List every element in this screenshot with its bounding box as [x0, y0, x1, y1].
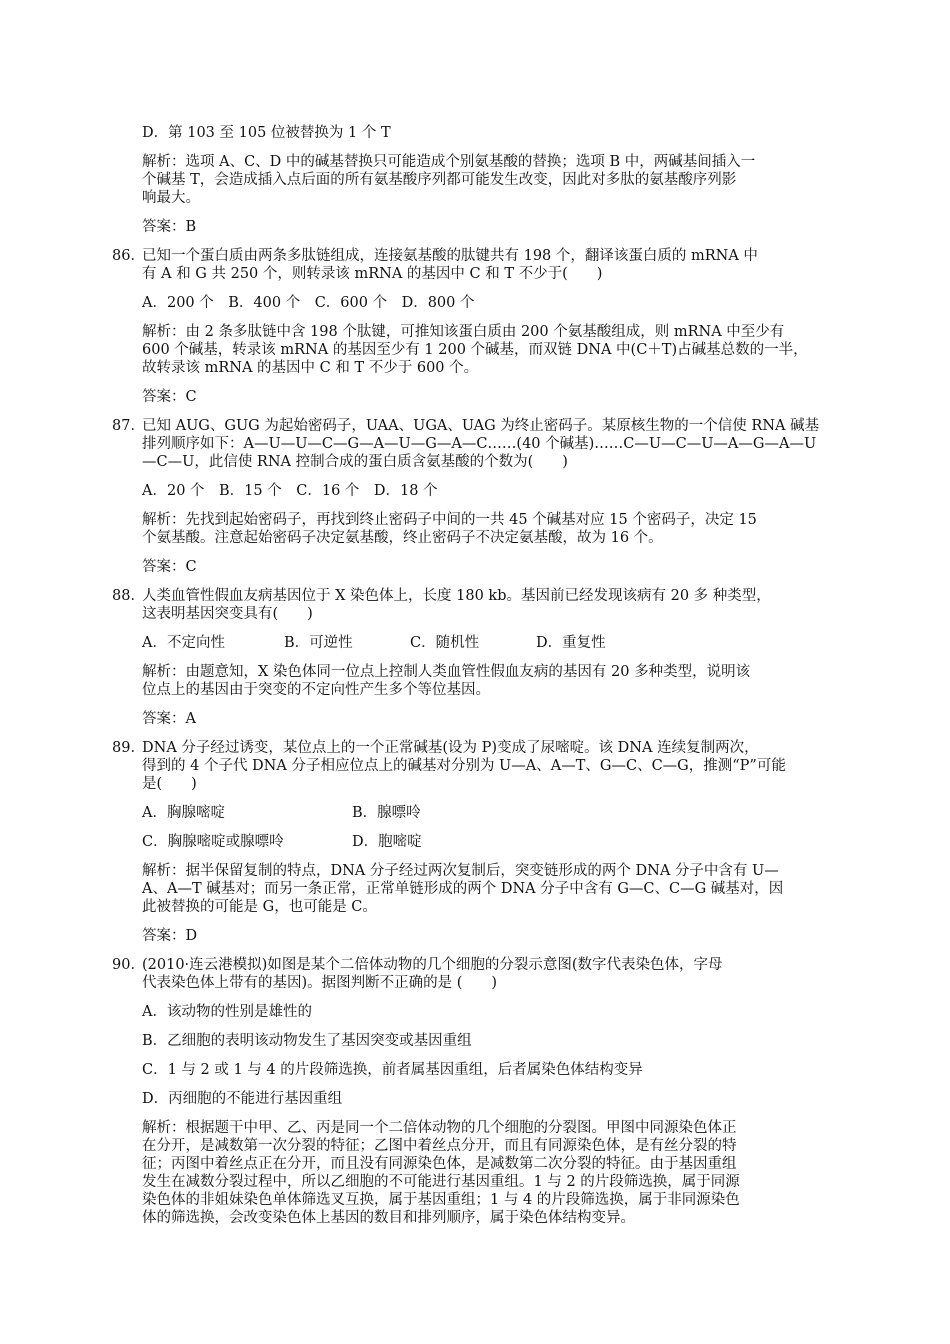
q86-analysis-line: 解析：由 2 条多肽链中含 198 个肽键，可推知该蛋白质由 200 个氨基酸组成，则 mRNA 中至少有: [142, 324, 785, 340]
q88-option-d: D．重复性: [536, 635, 606, 651]
q86-stem-text: [142, 247, 854, 283]
q87-analysis-line: 个氨基酸。注意起始密码子决定氨基酸，终止密码子不决定氨基酸，故为 16 个。: [142, 530, 663, 546]
q90-stem: [112, 956, 854, 992]
q86-answer: 答案：C: [142, 389, 197, 405]
q90-stem-line: 代表染色体上带有的基因)。据图判断不正确的是 ( ): [142, 975, 498, 991]
q88-answer: 答案：A: [142, 711, 196, 727]
q89-analysis-line: 此被替换的可能是 G，也可能是 C。: [142, 899, 377, 915]
q85-option-d: [112, 124, 854, 142]
q90-number: 90．: [112, 957, 145, 973]
q90-option-a: A．该动物的性别是雄性的: [142, 1004, 312, 1020]
q90-stem-text: [142, 956, 854, 992]
q87-answer: 答案：C: [142, 559, 197, 575]
q89-options-row-1: [112, 804, 854, 822]
q90-option-c: C．1 与 2 或 1 与 4 的片段筛选换，前者属基因重组，后者属染色体结构变异: [142, 1062, 643, 1078]
q85-answer: [112, 218, 854, 236]
q87-stem-line: —C—U，此信使 RNA 控制合成的蛋白质含氨基酸的个数为( ): [142, 454, 568, 470]
q87-stem-line: 已知 AUG、GUG 为起始密码子，UAA、UGA、UAG 为终止密码子。某原核生物的一个信使 RNA 碱基: [142, 418, 820, 434]
q88-analysis-line: 解析：由题意知，X 染色体同一位点上控制人类血管性假血友病的基因有 20 多种类型，说明该: [142, 664, 751, 680]
q89-stem: [112, 739, 854, 793]
q90-option-d: D．丙细胞的不能进行基因重组: [142, 1091, 343, 1107]
q89-option-c: C．胸腺嘧啶或腺嘌呤: [142, 834, 284, 850]
q88-stem-line: 这表明基因突变具有( ): [142, 606, 313, 622]
q90-analysis-line: 解析：根据题干中甲、乙、丙是同一个二倍体动物的几个细胞的分裂图。甲图中同源染色体正: [142, 1120, 737, 1136]
q89-answer: 答案：D: [142, 928, 198, 944]
q89-number: 89．: [112, 740, 145, 756]
q88-stem: [112, 587, 854, 623]
q86-analysis: [112, 323, 854, 377]
q88-option-a: A．不定向性: [142, 635, 225, 651]
q85-analysis-line: 解析：选项 A、C、D 中的碱基替换只可能造成个别氨基酸的替换；选项 B 中，两碱基间插入一: [142, 154, 756, 170]
q90-stem-line: (2010·连云港模拟)如图是某个二倍体动物的几个细胞的分裂示意图(数字代表染色体，字母: [142, 957, 723, 973]
q85-analysis-line: 个碱基 T，会造成插入点后面的所有氨基酸序列都可能发生改变，因此对多肽的氨基酸序列影: [142, 172, 737, 188]
q88-option-c: C．随机性: [410, 635, 480, 651]
q86-number: 86．: [112, 248, 145, 264]
q85-answer-text: 答案：B: [142, 219, 197, 235]
q88-options: [112, 634, 854, 652]
q90-analysis-line: 体的筛选换，会改变染色体上基因的数目和排列顺序，属于染色体结构变异。: [142, 1210, 635, 1226]
q87-options: A．20 个 B．15 个 C．16 个 D．18 个: [142, 483, 438, 499]
q90-analysis-line: 染色体的非姐妹染色单体筛选叉互换，属于基因重组；1 与 4 的片段筛选换，属于非同源染色: [142, 1192, 740, 1208]
q88-number: 88．: [112, 588, 145, 604]
q86-analysis-line: 故转录该 mRNA 的基因中 C 和 T 不少于 600 个。: [142, 360, 479, 376]
q89-analysis-line: A、A—T 碱基对；而另一条正常，正常单链形成的两个 DNA 分子中含有 G—C、C—G 碱基对，因: [142, 881, 784, 897]
q88-analysis-line: 位点上的基因由于突变的不定向性产生多个等位基因。: [142, 682, 490, 698]
q88-stem-text: [142, 587, 854, 623]
q86-stem-line: 已知一个蛋白质由两条多肽链组成，连接氨基酸的肽键共有 198 个，翻译该蛋白质的 mRNA 中: [142, 248, 758, 264]
q89-option-a: A．胸腺嘧啶: [142, 805, 225, 821]
q89-analysis: [112, 862, 854, 916]
q86-stem: [112, 247, 854, 283]
q89-options-row-2: [112, 833, 854, 851]
q89-stem-text: [142, 739, 854, 793]
q89-stem-line: 是( ): [142, 776, 197, 792]
q90-analysis: [112, 1119, 854, 1227]
q89-option-b: B．腺嘌呤: [352, 805, 421, 821]
q85-analysis-line: 响最大。: [142, 190, 200, 206]
q90-analysis-line: 在分开，是减数第一次分裂的特征；乙图中着丝点分开，而且有同源染色体，是有丝分裂的特: [142, 1138, 737, 1154]
q86-stem-line: 有 A 和 G 共 250 个，则转录该 mRNA 的基因中 C 和 T 不少于( ): [142, 266, 603, 282]
q90-analysis-line: 征；丙图中着丝点正在分开，而且没有同源染色体，是减数第二次分裂的特征。由于基因重组: [142, 1156, 737, 1172]
q89-stem-line: 得到的 4 个子代 DNA 分子相应位点上的碱基对分别为 U—A、A—T、G—C、C—G，推测“P”可能: [142, 758, 786, 774]
q86-options: A．200 个 B．400 个 C．600 个 D．800 个: [142, 295, 475, 311]
q87-stem: [112, 417, 854, 471]
q88-option-b: B．可逆性: [284, 635, 353, 651]
q90-option-b: B．乙细胞的表明该动物发生了基因突变或基因重组: [142, 1033, 472, 1049]
q86-analysis-line: 600 个碱基，转录该 mRNA 的基因至少有 1 200 个碱基，而双链 DNA 中(C＋T)占碱基总数的一半，: [142, 342, 808, 358]
q87-stem-text: [142, 417, 854, 471]
q87-analysis: [112, 511, 854, 547]
q85-option-d-text: D．第 103 至 105 位被替换为 1 个 T: [142, 125, 391, 141]
q89-stem-line: DNA 分子经过诱变，某位点上的一个正常碱基(设为 P)变成了尿嘧啶。该 DNA 连续复制两次，: [142, 740, 759, 756]
q87-stem-line: 排列顺序如下：A—U—U—C—G—A—U—G—A—C……(40 个碱基)……C—U—C—U—A—G—A—U: [142, 436, 817, 452]
q85-analysis: [112, 153, 854, 207]
q88-stem-line: 人类血管性假血友病基因位于 X 染色体上，长度 180 kb。基因前已经发现该病有 20 多 种类型，: [142, 588, 771, 604]
q90-analysis-line: 发生在减数分裂过程中，所以乙细胞的不可能进行基因重组。1 与 2 的片段筛选换，属于同源: [142, 1174, 740, 1190]
q88-analysis: [112, 663, 854, 699]
q87-analysis-line: 解析：先找到起始密码子，再找到终止密码子中间的一共 45 个碱基对应 15 个密码子，决定 15: [142, 512, 757, 528]
q89-analysis-line: 解析：据半保留复制的特点，DNA 分子经过两次复制后，突变链形成的两个 DNA 分子中含有 U—: [142, 863, 779, 879]
q87-number: 87．: [112, 418, 145, 434]
q89-option-d: D．胞嘧啶: [352, 834, 422, 850]
